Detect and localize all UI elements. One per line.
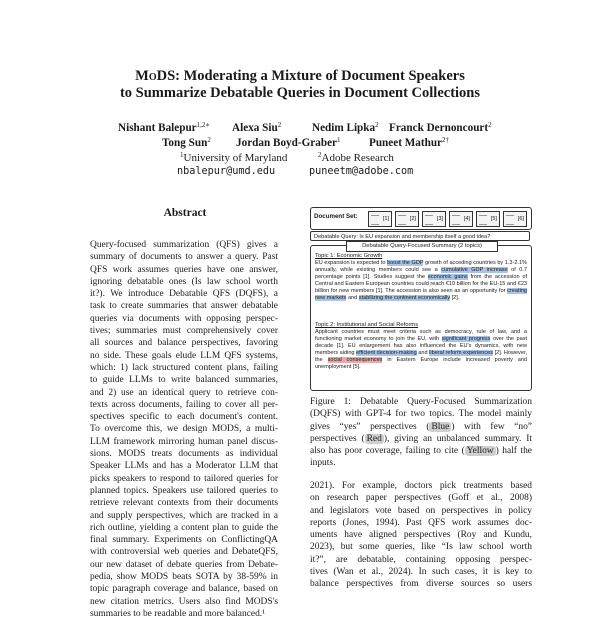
abstract-line: task to create summaries that answer debatable <box>90 301 278 312</box>
document-icon: [3] <box>422 211 446 227</box>
author-7: Puneet Mathur$^{2\dagger}$ <box>369 136 450 149</box>
highlight-yes: economic gains <box>427 273 468 280</box>
summary-text: growth of acceding countries by 1.3-2.1% annually, while existing members could see a <box>315 260 527 273</box>
body-line: and legislators vote based on perspectives in policy <box>310 505 532 516</box>
summary-text: EU expansion is expected to <box>315 260 388 266</box>
affiliation-2: $^2$Adobe Research <box>318 151 394 164</box>
paper-title <box>0 68 600 102</box>
abstract-line: it?). We introduce Debatable QFS (DQFS), a <box>90 289 278 300</box>
figure-caption: Figure 1: Debatable Query-Focused Summarization (DQFS) with GPT-4 for two topics. The model mainly gives “yes” perspectives ( Blue ) with few “no” perspectives ( Red ), giving an unbalanced summary. It also has poor coverage, failing to cite ( Yellow ) half the inputs. <box>310 397 533 469</box>
highlight-yes: cumulative GDP increase <box>441 266 508 273</box>
highlight-yes: creating new markets <box>315 287 527 301</box>
body-line: uments have aligned perspectives (Roy and Kundu, <box>310 530 532 541</box>
summary-text: over the past decade [1]. EU enlargement has also influenced the EU's dynamics, with new members aiding <box>315 335 528 356</box>
body-line: it?”, are debatable, containing opposing perspec- <box>310 554 532 565</box>
abstract-line: topic paragraph coverage and balance, based on <box>90 584 278 595</box>
email-2[interactable]: puneetm@adobe.com <box>309 166 414 177</box>
abstract-line: Speaker LLMs and has a Moderator LLM that <box>90 461 278 472</box>
author-3: Nedim Lipka$^2$ <box>312 121 379 134</box>
body-line: tives (Wan et al., 2024). In such cases, it is key to <box>310 567 532 578</box>
highlight-yes: efficient decision-making <box>356 349 417 356</box>
abstract-line: summaries to be readable and more balanced.¹ <box>90 608 265 619</box>
affiliation-1: $^1$University of Maryland <box>180 151 288 164</box>
document-set-label: Document Set: <box>314 213 358 220</box>
body-line: reports (Jones, 1994). Past QFS work assumes doc- <box>310 517 532 528</box>
email-1[interactable]: nbalepur@umd.edu <box>177 166 276 177</box>
highlight-no: social consequences <box>327 356 383 363</box>
document-icon: [4] <box>449 211 473 227</box>
body-line: on research paper perspectives (Goff et al., 2008) <box>310 493 532 504</box>
body-text-column-2 <box>310 480 532 591</box>
legend-red: Red <box>366 433 382 444</box>
body-line: balance perspectives from diverse sources so users <box>310 579 532 590</box>
legend-blue: Blue <box>431 421 450 432</box>
legend-yellow: Yellow <box>466 446 494 457</box>
document-icon: [6] <box>503 211 527 227</box>
abstract-line: all sources and balance perspectives, favoring <box>90 338 278 349</box>
title-line-1: MoDS: Moderating a Mixture of Document Speakers <box>135 68 465 84</box>
summary-text: in Eastern Europe include increased poverty and unemployment [5]. <box>315 356 527 370</box>
abstract-line: picks speakers to respond to tailored queries for <box>90 473 278 484</box>
abstract-body <box>90 239 278 620</box>
abstract-line: our new dataset of debate queries from Debate- <box>90 559 278 570</box>
abstract-line: spectives specific to each document's content. <box>90 412 278 423</box>
document-set <box>310 207 532 230</box>
topic-2-text <box>315 329 527 370</box>
summary-heading: Debatable Query-Focused Summary (2 topics) <box>346 241 498 252</box>
abstract-line: with controversial web queries and DebateQFS, <box>90 547 278 558</box>
topic-1-text <box>315 260 527 301</box>
abstract-line: texts across documents, failing to cover all per- <box>90 399 278 410</box>
abstract-line: retrieve relevant contexts from their documents <box>90 498 278 509</box>
abstract-line: queries via documents with opposing perspec- <box>90 313 278 324</box>
abstract-line: To overcome this, we design MODS, a multi- <box>90 424 278 435</box>
abstract-line: to guide LLMs to write balanced summaries, <box>90 375 278 386</box>
debatable-query: Debatable Query: Is EU expansion and membership itself a good idea? <box>310 231 530 241</box>
summary-text: from the accession of Central and Eastern European countries could reach €10 billion for the EU-15 and €23 billion for new members [1]. The accession is also seen as an opportunity for <box>315 273 528 294</box>
highlight-yes: boost the GDP <box>387 260 424 266</box>
summary-text: [2]. <box>450 294 460 301</box>
abstract-line: rich outline, yielding a content plan to guide the <box>90 522 278 533</box>
highlight-yes: significant progress <box>441 335 491 342</box>
abstract-line: pedia, show MODS beats SOTA by 38-59% in <box>90 572 278 583</box>
summary-text: of 0.7 percentage points [1]. Studies suggest the <box>315 266 527 280</box>
abstract-line: and supply perspectives, which are tracked in a <box>90 510 278 521</box>
abstract-line: planned topics. Speakers use tailored queries to <box>90 485 278 496</box>
abstract-line: Query-focused summarization (QFS) gives a <box>90 240 278 250</box>
abstract-line: which: 1) lack structured content plans, failing <box>90 362 278 373</box>
document-icon: [1] <box>368 211 392 227</box>
abstract-line: no side. These goals elude LLM QFS systems, <box>90 350 278 361</box>
abstract-line: QFS work assumes queries have one answer, <box>90 264 278 275</box>
abstract-line: sions. MODS treats documents as individual <box>90 449 278 460</box>
author-4: Franck Dernoncourt$^2$ <box>389 121 492 134</box>
body-line: 2021). For example, doctors pick treatments based <box>310 481 532 491</box>
abstract-line: ignoring debatable ones (Is law school worth <box>90 276 278 287</box>
abstract-line: and 2) use an identical query to retrieve con- <box>90 387 278 398</box>
summary-text: and <box>346 294 359 301</box>
abstract-line: tives; summaries must comprehensively cover <box>90 326 278 337</box>
author-1: Nishant Balepur$^{1,2∗}$ <box>118 121 211 134</box>
document-icon: [5] <box>476 211 500 227</box>
topic-2-heading: Topic 2: Institutional and Social Reforms <box>315 322 419 328</box>
author-2: Alexa Siu$^2$ <box>232 121 282 134</box>
title-line-2: to Summarize Debatable Queries in Document Collections <box>119 85 481 101</box>
summary-text: [2]. However, the <box>315 349 527 363</box>
abstract-heading: Abstract <box>163 207 207 219</box>
abstract-line: final summary. Experiments on ConflictingQA <box>90 535 278 546</box>
summary-box <box>310 245 532 391</box>
abstract-line: new citation metrics. Users also find MODS's <box>90 596 278 607</box>
summary-text: and <box>416 349 430 356</box>
author-6: Jordan Boyd-Graber$^1$ <box>236 136 341 149</box>
highlight-yes: stabilizing the continent economically <box>358 294 451 301</box>
summary-text: Applicant countries must meet criteria such as democracy, rule of law, and a functioning market economy to join the EU, with <box>315 329 527 342</box>
body-line: 2023), but some queries, like “Is law school worth <box>310 542 532 553</box>
figure-1 <box>310 207 532 391</box>
topic-1-heading: Topic 1: Economic Growth <box>315 253 383 259</box>
abstract-line: summary of documents to answer a query. Past <box>90 252 278 263</box>
author-5: Tong Sun$^2$ <box>162 136 211 149</box>
highlight-yes: liberal reform experiences <box>429 349 494 356</box>
document-icon: [2] <box>395 211 419 227</box>
abstract-line: LLM framework mirroring human panel discus- <box>90 436 278 447</box>
